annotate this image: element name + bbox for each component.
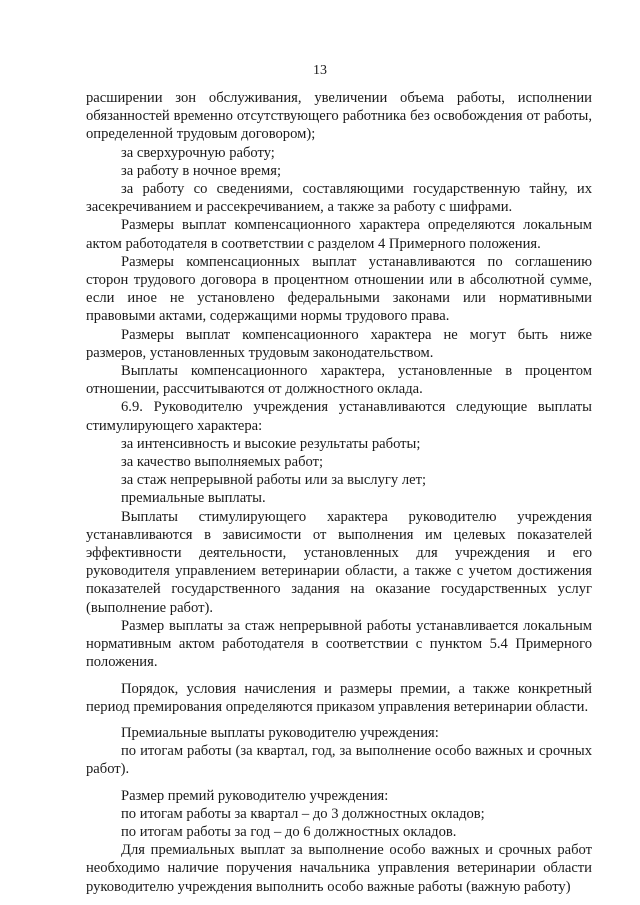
paragraph: Для премиальных выплат за выполнение особо важных и срочных работ необходимо наличие поручения начальника управления ветеринарии области руководителю учреждения выполнить особо важные работы (важную работу) bbox=[86, 842, 592, 895]
paragraph: Порядок, условия начисления и размеры премии, а также конкретный период премирования определяются приказом управления ветеринарии области. bbox=[86, 680, 592, 715]
list-item: по итогам работы за квартал – до 3 должностных окладов; bbox=[121, 805, 485, 822]
paragraph: Размер выплаты за стаж непрерывной работы устанавливается локальным нормативным актом работодателя в соответствии с пунктом 5.4 Примерного положения. bbox=[86, 617, 592, 671]
list-item: по итогам работы (за квартал, год, за выполнение особо важных и срочных работ). bbox=[86, 743, 592, 778]
paragraph: Размеры выплат компенсационного характера не могут быть ниже размеров, установленных трудовым законодательством. bbox=[86, 326, 592, 361]
list-item: за качество выполняемых работ; bbox=[121, 454, 324, 471]
paragraph: Премиальные выплаты руководителю учреждения: bbox=[121, 724, 439, 741]
paragraph: Размеры компенсационных выплат устанавливаются по соглашению сторон трудового договора в процентном отношении или в абсолютной сумме, если иное не установлено федеральными законами или нормативными правовыми актами, содержащими нормы трудового права. bbox=[86, 253, 592, 325]
section-paragraph: 6.9. Руководителю учреждения устанавливаются следующие выплаты стимулирующего характера: bbox=[86, 399, 592, 434]
body-text bbox=[86, 89, 592, 896]
paragraph: Размер премий руководителю учреждения: bbox=[121, 787, 389, 804]
paragraph: расширении зон обслуживания, увеличении объема работы, исполнении обязанностей временно отсутствующего работника без освобождения от работы, определенной трудовым договором); bbox=[86, 90, 592, 143]
list-item: по итогам работы за год – до 6 должностных окладов. bbox=[121, 823, 457, 840]
list-item: за интенсивность и высокие результаты работы; bbox=[121, 435, 421, 452]
paragraph: Выплаты компенсационного характера, установленные в процентом отношении, рассчитываются от должностного оклада. bbox=[86, 363, 592, 398]
paragraph: Выплаты стимулирующего характера руководителю учреждения устанавливаются в зависимости от выполнения им целевых показателей эффективности деятельности, установленных для учреждения и его руководителя управлением ветеринарии области, а также с учетом достижения показателей государственного задания на оказание государственных услуг (выполнение работ). bbox=[86, 508, 592, 616]
list-item: за сверхурочную работу; bbox=[121, 144, 275, 161]
list-item: за работу со сведениями, составляющими государственную тайну, их засекречиванием и рассекречиванием, а также за работу с шифрами. bbox=[86, 181, 592, 216]
page-number: 13 bbox=[313, 63, 327, 78]
list-item: за стаж непрерывной работы или за выслугу лет; bbox=[121, 472, 427, 489]
list-item: премиальные выплаты. bbox=[121, 490, 266, 507]
list-item: за работу в ночное время; bbox=[121, 162, 282, 179]
paragraph: Размеры выплат компенсационного характера определяются локальным актом работодателя в соответствии с разделом 4 Примерного положения. bbox=[86, 217, 592, 252]
